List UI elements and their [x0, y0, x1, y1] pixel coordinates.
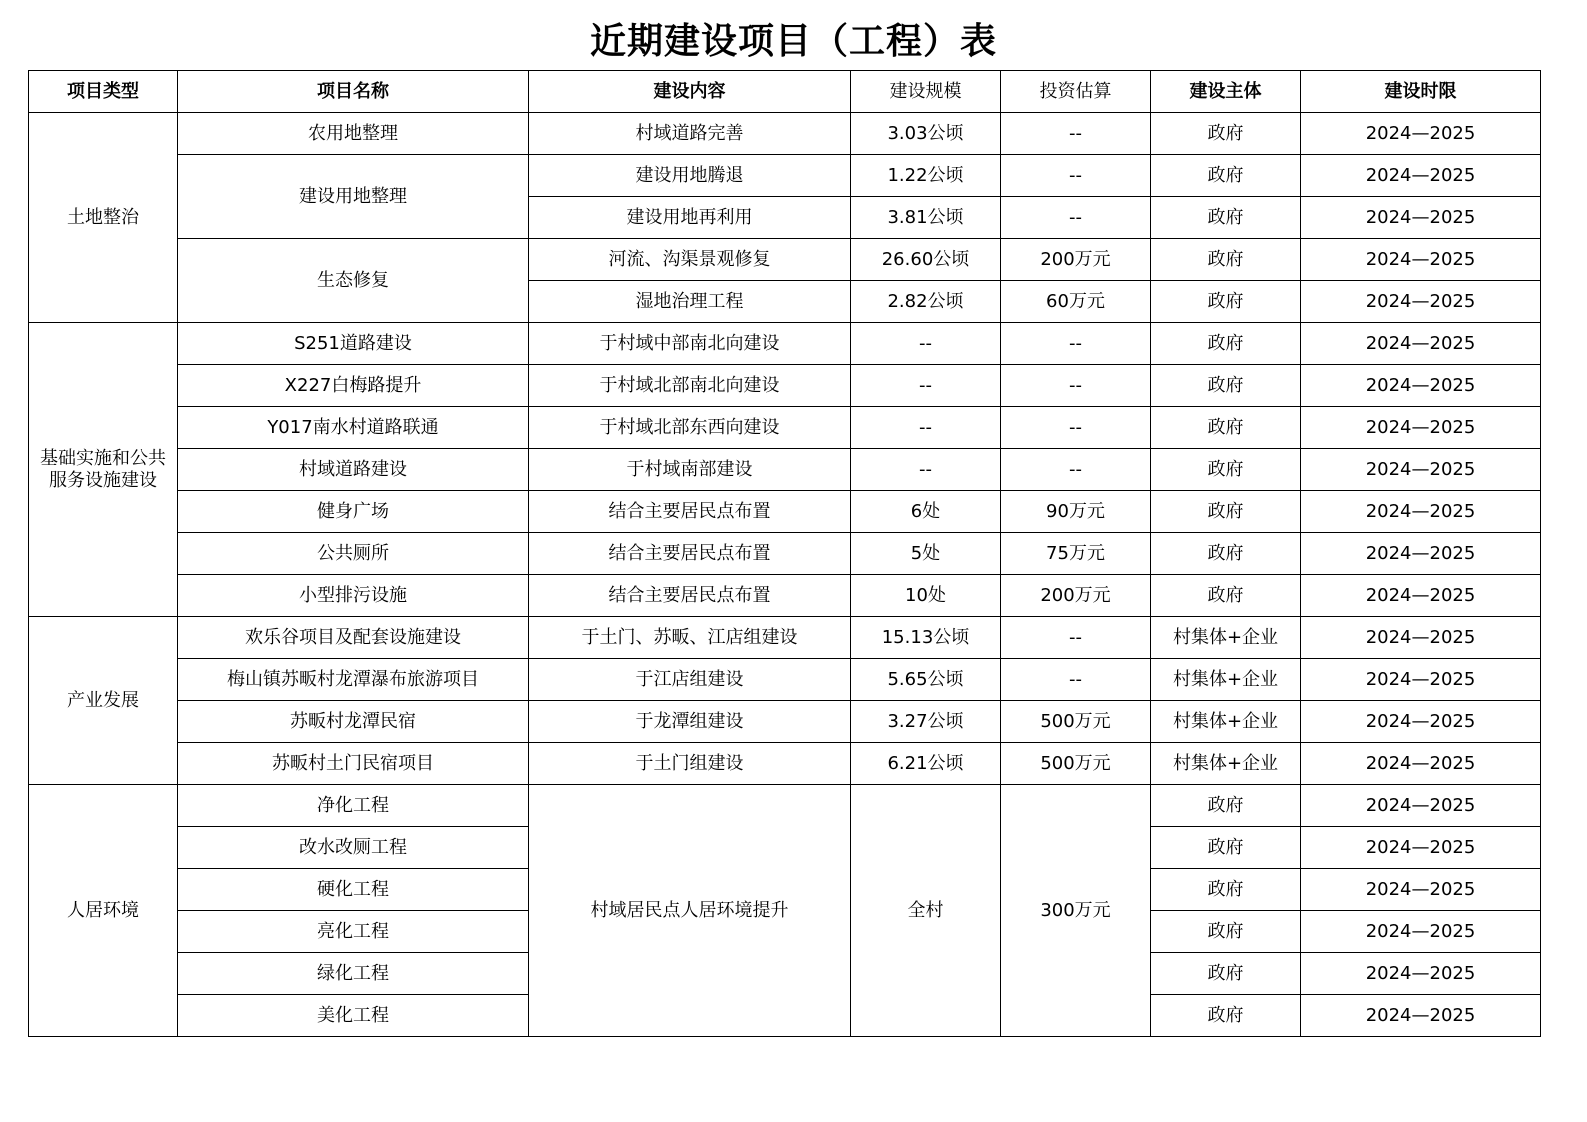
cell-entity: 村集体+企业	[1151, 743, 1301, 785]
cell-scale: 6.21公顷	[851, 743, 1001, 785]
cell-invest: --	[1001, 155, 1151, 197]
projects-table	[28, 70, 1541, 1037]
header-content: 建设内容	[529, 71, 851, 113]
table-row	[29, 785, 1541, 827]
cell-invest: --	[1001, 407, 1151, 449]
table-row	[29, 239, 1541, 281]
cell-period: 2024—2025	[1301, 155, 1541, 197]
cell-invest: --	[1001, 365, 1151, 407]
cell-name: 健身广场	[178, 491, 529, 533]
cell-entity: 政府	[1151, 113, 1301, 155]
cell-invest: 500万元	[1001, 701, 1151, 743]
cell-content: 于江店组建设	[529, 659, 851, 701]
cell-period: 2024—2025	[1301, 869, 1541, 911]
cell-period: 2024—2025	[1301, 995, 1541, 1037]
cell-type: 人居环境	[29, 785, 178, 1037]
cell-period: 2024—2025	[1301, 365, 1541, 407]
cell-content: 结合主要居民点布置	[529, 491, 851, 533]
cell-content: 于村域中部南北向建设	[529, 323, 851, 365]
cell-content: 河流、沟渠景观修复	[529, 239, 851, 281]
page-title: 近期建设项目（工程）表	[589, 21, 997, 62]
cell-scale: --	[851, 449, 1001, 491]
cell-type: 产业发展	[29, 617, 178, 785]
cell-period: 2024—2025	[1301, 701, 1541, 743]
cell-period: 2024—2025	[1301, 533, 1541, 575]
cell-name: 亮化工程	[178, 911, 529, 953]
cell-scale: 26.60公顷	[851, 239, 1001, 281]
cell-entity: 政府	[1151, 449, 1301, 491]
table-row	[29, 113, 1541, 155]
cell-period: 2024—2025	[1301, 827, 1541, 869]
cell-content: 于土门组建设	[529, 743, 851, 785]
cell-invest: --	[1001, 323, 1151, 365]
cell-period: 2024—2025	[1301, 197, 1541, 239]
table-row	[29, 617, 1541, 659]
cell-entity: 政府	[1151, 491, 1301, 533]
cell-name: 公共厕所	[178, 533, 529, 575]
cell-scale: --	[851, 323, 1001, 365]
cell-content: 于村域北部东西向建设	[529, 407, 851, 449]
cell-period: 2024—2025	[1301, 323, 1541, 365]
cell-invest: --	[1001, 617, 1151, 659]
cell-invest: --	[1001, 449, 1151, 491]
cell-name: 欢乐谷项目及配套设施建设	[178, 617, 529, 659]
table-row	[29, 701, 1541, 743]
cell-name: 美化工程	[178, 995, 529, 1037]
cell-name: 生态修复	[178, 239, 529, 323]
cell-name: 农用地整理	[178, 113, 529, 155]
table-row	[29, 491, 1541, 533]
cell-entity: 政府	[1151, 533, 1301, 575]
header-period: 建设时限	[1301, 71, 1541, 113]
cell-invest: 200万元	[1001, 239, 1151, 281]
cell-entity: 政府	[1151, 365, 1301, 407]
cell-entity: 政府	[1151, 827, 1301, 869]
cell-name: X227白梅路提升	[178, 365, 529, 407]
cell-period: 2024—2025	[1301, 743, 1541, 785]
table-row	[29, 533, 1541, 575]
cell-content: 村域道路完善	[529, 113, 851, 155]
cell-entity: 政府	[1151, 953, 1301, 995]
cell-entity: 村集体+企业	[1151, 659, 1301, 701]
cell-name: S251道路建设	[178, 323, 529, 365]
cell-invest: 300万元	[1001, 785, 1151, 1037]
table-row	[29, 365, 1541, 407]
table-row	[29, 323, 1541, 365]
cell-scale: 10处	[851, 575, 1001, 617]
table-row	[29, 743, 1541, 785]
cell-invest: 500万元	[1001, 743, 1151, 785]
table-row	[29, 449, 1541, 491]
cell-name: 苏畈村土门民宿项目	[178, 743, 529, 785]
cell-period: 2024—2025	[1301, 911, 1541, 953]
cell-scale: --	[851, 365, 1001, 407]
table-row	[29, 407, 1541, 449]
header-entity: 建设主体	[1151, 71, 1301, 113]
cell-entity: 政府	[1151, 575, 1301, 617]
header-name: 项目名称	[178, 71, 529, 113]
cell-period: 2024—2025	[1301, 449, 1541, 491]
cell-period: 2024—2025	[1301, 407, 1541, 449]
table-row	[29, 575, 1541, 617]
cell-name: Y017南水村道路联通	[178, 407, 529, 449]
cell-content: 于龙潭组建设	[529, 701, 851, 743]
table-row	[29, 659, 1541, 701]
cell-content: 于村域南部建设	[529, 449, 851, 491]
cell-entity: 政府	[1151, 869, 1301, 911]
cell-period: 2024—2025	[1301, 575, 1541, 617]
cell-entity: 政府	[1151, 911, 1301, 953]
header-type: 项目类型	[29, 71, 178, 113]
cell-content: 于村域北部南北向建设	[529, 365, 851, 407]
cell-content: 湿地治理工程	[529, 281, 851, 323]
cell-scale: 全村	[851, 785, 1001, 1037]
cell-invest: --	[1001, 197, 1151, 239]
cell-invest: 90万元	[1001, 491, 1151, 533]
cell-content: 结合主要居民点布置	[529, 533, 851, 575]
cell-invest: --	[1001, 113, 1151, 155]
cell-period: 2024—2025	[1301, 953, 1541, 995]
cell-content: 建设用地腾退	[529, 155, 851, 197]
cell-invest: --	[1001, 659, 1151, 701]
cell-entity: 政府	[1151, 197, 1301, 239]
cell-name: 净化工程	[178, 785, 529, 827]
cell-entity: 政府	[1151, 785, 1301, 827]
cell-period: 2024—2025	[1301, 785, 1541, 827]
cell-scale: 3.27公顷	[851, 701, 1001, 743]
table-row	[29, 155, 1541, 197]
cell-content: 于土门、苏畈、江店组建设	[529, 617, 851, 659]
cell-invest: 75万元	[1001, 533, 1151, 575]
cell-period: 2024—2025	[1301, 617, 1541, 659]
header-scale: 建设规模	[851, 71, 1001, 113]
cell-name: 建设用地整理	[178, 155, 529, 239]
cell-invest: 200万元	[1001, 575, 1151, 617]
cell-content: 村域居民点人居环境提升	[529, 785, 851, 1037]
cell-entity: 政府	[1151, 323, 1301, 365]
cell-name: 改水改厕工程	[178, 827, 529, 869]
cell-period: 2024—2025	[1301, 113, 1541, 155]
cell-scale: 3.03公顷	[851, 113, 1001, 155]
cell-entity: 政府	[1151, 281, 1301, 323]
cell-entity: 村集体+企业	[1151, 701, 1301, 743]
cell-period: 2024—2025	[1301, 281, 1541, 323]
cell-name: 硬化工程	[178, 869, 529, 911]
cell-type: 基础实施和公共服务设施建设	[29, 323, 178, 617]
cell-scale: 6处	[851, 491, 1001, 533]
cell-entity: 村集体+企业	[1151, 617, 1301, 659]
cell-name: 梅山镇苏畈村龙潭瀑布旅游项目	[178, 659, 529, 701]
cell-scale: 3.81公顷	[851, 197, 1001, 239]
cell-scale: 1.22公顷	[851, 155, 1001, 197]
cell-entity: 政府	[1151, 239, 1301, 281]
cell-name: 苏畈村龙潭民宿	[178, 701, 529, 743]
cell-scale: 5.65公顷	[851, 659, 1001, 701]
cell-period: 2024—2025	[1301, 491, 1541, 533]
cell-scale: 5处	[851, 533, 1001, 575]
cell-period: 2024—2025	[1301, 239, 1541, 281]
cell-invest: 60万元	[1001, 281, 1151, 323]
header-row	[29, 71, 1541, 113]
cell-name: 小型排污设施	[178, 575, 529, 617]
cell-content: 结合主要居民点布置	[529, 575, 851, 617]
cell-name: 村域道路建设	[178, 449, 529, 491]
cell-scale: 15.13公顷	[851, 617, 1001, 659]
cell-entity: 政府	[1151, 407, 1301, 449]
cell-name: 绿化工程	[178, 953, 529, 995]
cell-entity: 政府	[1151, 995, 1301, 1037]
cell-scale: --	[851, 407, 1001, 449]
cell-period: 2024—2025	[1301, 659, 1541, 701]
cell-scale: 2.82公顷	[851, 281, 1001, 323]
cell-entity: 政府	[1151, 155, 1301, 197]
cell-content: 建设用地再利用	[529, 197, 851, 239]
cell-type: 土地整治	[29, 113, 178, 323]
header-invest: 投资估算	[1001, 71, 1151, 113]
